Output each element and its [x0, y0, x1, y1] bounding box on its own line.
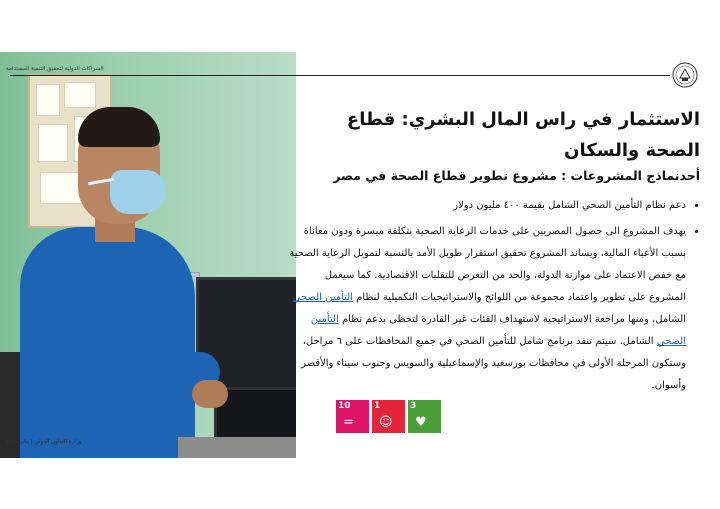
health-insurance-link[interactable]: التأمين الصحي: [292, 292, 353, 303]
bullet-list: [286, 195, 700, 397]
description-text: الشامل. سيتم تنفد برنامج شامل للتأمين الصحي في جميع المحافظات على ٦ مراحل، وستكون المرحلة الأولى في محافظات بورسعيد والإسماعيلية والسويس وجنوب سيناء والأقصر وأسوان.: [301, 336, 686, 391]
description-text: يهدف المشروع الى حصول المصريين على خدمات الرعاية الصحية بتكلفة ميسرة ودون معاناة بسبب الأعباء المالية، ويساند المشروع تحقيق استقرار طويل الأمد بالنسبة لتمويل الرعاية الصحية مع خفض الاعتماد على موازنة الدولة، والحد من التعرض للتقلبات الاقتصادية. كما سيعمل المشروع على تطوير واعتماد مجموعة من اللوائح والاستراتيجيات التكميلية لنظام: [289, 226, 686, 303]
face-mask: [110, 170, 166, 214]
heartbeat-icon: ♥: [415, 415, 427, 430]
hand: [192, 380, 228, 408]
sdg-3-badge: [408, 400, 441, 433]
sdg-number: 10: [338, 401, 351, 411]
sdg-number: 1: [374, 401, 381, 411]
page-title: الاستثمار في راس المال البشري: قطاع الصحة والسكان: [346, 109, 700, 161]
scrubs: [20, 227, 195, 458]
description-text: الشامل، ومنها مراجعة الاستراتيجية لاستهداف الفئات غير القادرة لتحظى بدعم نظام: [338, 314, 686, 325]
sdg-number: 3: [410, 401, 417, 411]
doctor-photo: [0, 52, 296, 458]
header-section-label: الشراكات الدولية لتحقيق التنمية المستدامة: [6, 66, 104, 72]
health-insurance-link[interactable]: التأمين الصحي: [310, 314, 686, 347]
desk: [178, 437, 296, 458]
equality-icon: =: [343, 415, 354, 430]
sdg-10-badge: [336, 400, 369, 433]
people-icon: ☺: [379, 415, 393, 430]
page-subtitle: أحدنماذج المشروعات : مشروع تطوير قطاع الصحة في مصر: [333, 168, 700, 183]
ministry-logo-icon: [672, 62, 698, 88]
footer-label: وزارة التعاون الدولي | يناير ٢٠٢١: [6, 439, 82, 445]
bullet-item: • دعم نظام التأمين الصحي الشامل بقيمة ٤٠٠ مليون دولار: [286, 195, 686, 217]
sdg-1-badge: [372, 400, 405, 433]
header-rule: [10, 75, 670, 76]
hair: [78, 107, 160, 147]
bullet-item-description: [286, 221, 686, 397]
